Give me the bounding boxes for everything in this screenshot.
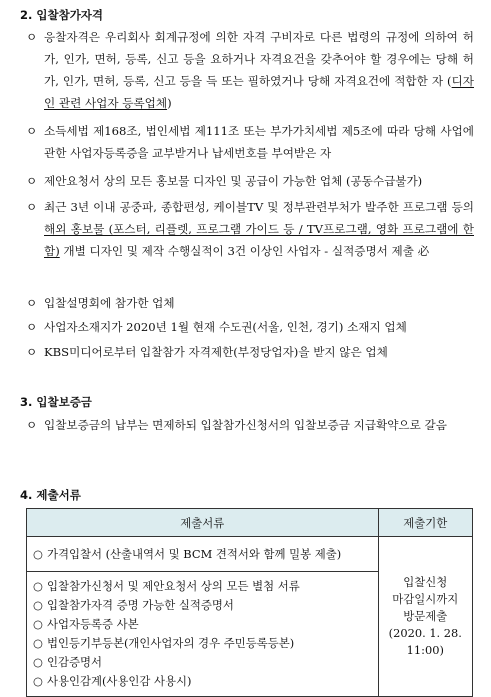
bullet-mark: ㅇ [26, 320, 38, 334]
qualification-item-4-text: 최근 3년 이내 공중파, 종합편성, 케이블TV 및 정부관련부처가 발주한 프로그램 등의 [44, 200, 474, 214]
qualification-item-4 [26, 196, 474, 262]
deadline-line: 입찰신청 [403, 575, 448, 589]
document-item: ○ 가격입찰서 (산출내역서 및 BCM 견적서와 함께 밀봉 제출) [33, 546, 342, 561]
qualification-item-5-text: 입찰설명회에 참가한 업체 [44, 296, 175, 310]
document-item: ○ 인감증명서 [33, 655, 102, 669]
qualification-item-6 [26, 316, 474, 338]
qualification-item-4-underline: 해외 홍보물 (포스터, 리플렛, 프로그램 가이드 등 / TV프로그램, 영화 프로그램에 한함) [44, 222, 474, 258]
circle-mark: ○ [33, 655, 43, 669]
document-item: ○ 법인등기부등본(개인사업자의 경우 주민등록등본) [33, 636, 295, 650]
qualification-item-6-text: 사업자소재지가 2020년 1월 현재 수도권(서울, 인천, 경기) 소재지 업체 [44, 320, 407, 334]
qualification-item-7 [26, 341, 474, 363]
qualification-item-3 [26, 170, 474, 192]
bid-bond-text: 입찰보증금의 납부는 면제하되 입찰참가신청서의 입찰보증금 지급확약으로 갈음 [44, 418, 447, 432]
documents-cell-group1 [27, 537, 379, 572]
document-item: ○ 사업자등록증 사본 [33, 617, 139, 631]
deadline-line: 마감일시까지 [392, 592, 459, 606]
documents-row-price-bid [27, 537, 473, 572]
documents-table-header [27, 509, 473, 537]
qualification-item-1-underline: 디자인 관련 사업자 등록업체 [44, 74, 474, 110]
qualification-item-1-close: ) [167, 96, 172, 110]
document-item: ○ 사용인감계(사용인감 사용시) [33, 674, 192, 688]
bullet-mark: ㅇ [26, 296, 38, 310]
deadline-line: (2020. 1. 28. [388, 626, 462, 640]
qualification-item-2-text: 소득세법 제168조, 법인세법 제111조 또는 부가가치세법 제5조에 따라 당해 사업에 관한 사업자등록증을 교부받거나 납세번호를 부여받은 자 [44, 124, 474, 160]
documents-cell-group2 [27, 572, 379, 697]
circle-mark: ○ [33, 617, 43, 631]
circle-mark: ○ [33, 546, 43, 561]
qualification-item-1-text: 응찰자격은 우리회사 회계규정에 의한 자격 구비자로 다른 법령의 규정에 의하여 허가, 인가, 면허, 등록, 신고 등을 요하거나 자격요건을 갖추어야 할 경우에는 당해 허가, 인가, 면허, 등록, 신고 등을 득 또는 필하였거나 당해 자격요건에 적합한 자 ( [44, 30, 474, 88]
bullet-mark: ㅇ [26, 124, 38, 138]
document-item: ○ 입찰참가신청서 및 제안요청서 상의 모든 별첨 서류 [33, 579, 300, 593]
qualification-item-5 [26, 292, 474, 314]
bid-bond-item [26, 414, 474, 436]
bullet-mark: ㅇ [26, 345, 38, 359]
deadline-line: 11:00) [406, 643, 444, 657]
qualification-item-2 [26, 120, 474, 164]
section-title-documents: 4. 제출서류 [20, 488, 81, 502]
bullet-mark: ㅇ [26, 30, 38, 44]
bullet-mark: ㅇ [26, 200, 38, 214]
header-deadline: 제출기한 [378, 509, 472, 537]
qualification-item-1 [26, 26, 474, 114]
header-documents: 제출서류 [27, 509, 379, 537]
circle-mark: ○ [33, 674, 43, 688]
circle-mark: ○ [33, 579, 43, 593]
bullet-mark: ㅇ [26, 418, 38, 432]
section-title-qualification: 2. 입찰참가자격 [20, 8, 104, 22]
circle-mark: ○ [33, 636, 43, 650]
bullet-mark: ㅇ [26, 174, 38, 188]
document-item: ○ 입찰참가자격 증명 가능한 실적증명서 [33, 598, 234, 612]
qualification-item-7-text: KBS미디어로부터 입찰참가 자격제한(부정당업자)을 받지 않은 업체 [44, 345, 388, 359]
circle-mark: ○ [33, 598, 43, 612]
section-title-bid-bond: 3. 입찰보증금 [20, 395, 92, 409]
deadline-cell [378, 537, 472, 697]
qualification-item-4-tail: 개별 디자인 및 제작 수행실적이 3건 이상인 사업자 - 실적증명서 제출 必 [59, 244, 430, 258]
documents-table [26, 508, 473, 697]
deadline-line: 방문제출 [403, 609, 448, 623]
qualification-item-3-text: 제안요청서 상의 모든 홍보물 디자인 및 공급이 가능한 업체 (공동수급불가) [44, 174, 423, 188]
